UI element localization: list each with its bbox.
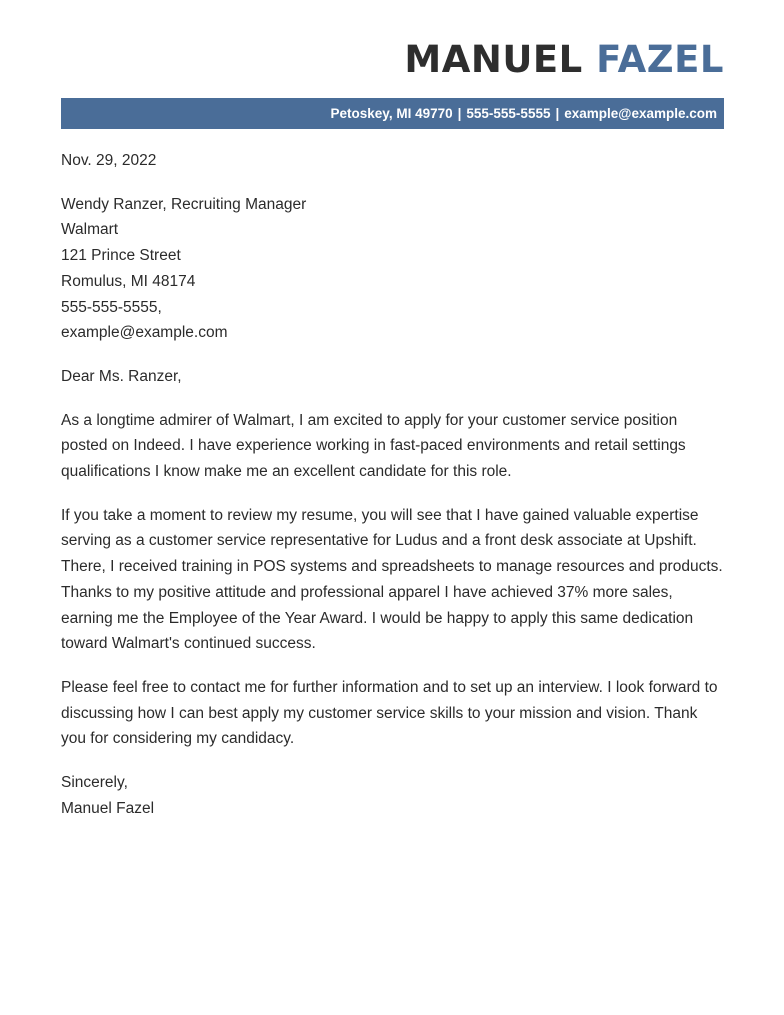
contact-separator: | — [457, 106, 462, 121]
contact-email: example@example.com — [564, 106, 717, 121]
recipient-street: 121 Prince Street — [61, 247, 181, 265]
closing: Sincerely, — [61, 774, 128, 792]
last-name: FAZEL — [596, 38, 724, 81]
recipient-city-state-zip: Romulus, MI 48174 — [61, 272, 196, 290]
signature-name: Manuel Fazel — [61, 799, 155, 817]
recipient-company: Walmart — [61, 221, 119, 239]
letter-body — [61, 148, 726, 821]
recipient-name-title: Wendy Ranzer, Recruiting Manager — [61, 195, 307, 213]
body-paragraph: As a longtime admirer of Walmart, I am excited to apply for your customer service position posted on Indeed. I have experience working in fast-paced environments and retail settings qualifications I know make me an excellent candidate for this role. — [61, 411, 686, 481]
recipient-block — [61, 192, 726, 346]
body-paragraph: Please feel free to contact me for further information and to set up an interview. I look forward to discussing how I can best apply my customer service skills to your mission and vision. Thank you for considering my candidacy. — [61, 678, 718, 748]
applicant-name-heading — [404, 36, 724, 84]
letter-date: Nov. 29, 2022 — [61, 152, 157, 169]
body-paragraph: If you take a moment to review my resume, you will see that I have gained valuable expertise serving as a customer service representative for Ludus and a front desk associate at Upshift. There, I received training in POS systems and spreadsheets to manage resources and products. Thanks to my positive attitude and professional apparel I have achieved 37% more sales, earning me the Employee of the Year Award. I would be happy to apply this same dedication toward Walmart's continued success. — [61, 506, 723, 653]
salutation: Dear Ms. Ranzer, — [61, 367, 182, 385]
recipient-phone: 555-555-5555, — [61, 298, 162, 316]
contact-bar — [61, 98, 724, 129]
recipient-email: example@example.com — [61, 324, 228, 342]
first-name: MANUEL — [404, 38, 583, 81]
contact-phone: 555-555-5555 — [466, 106, 551, 121]
contact-location: Petoskey, MI 49770 — [330, 106, 453, 121]
contact-separator: | — [555, 106, 560, 121]
